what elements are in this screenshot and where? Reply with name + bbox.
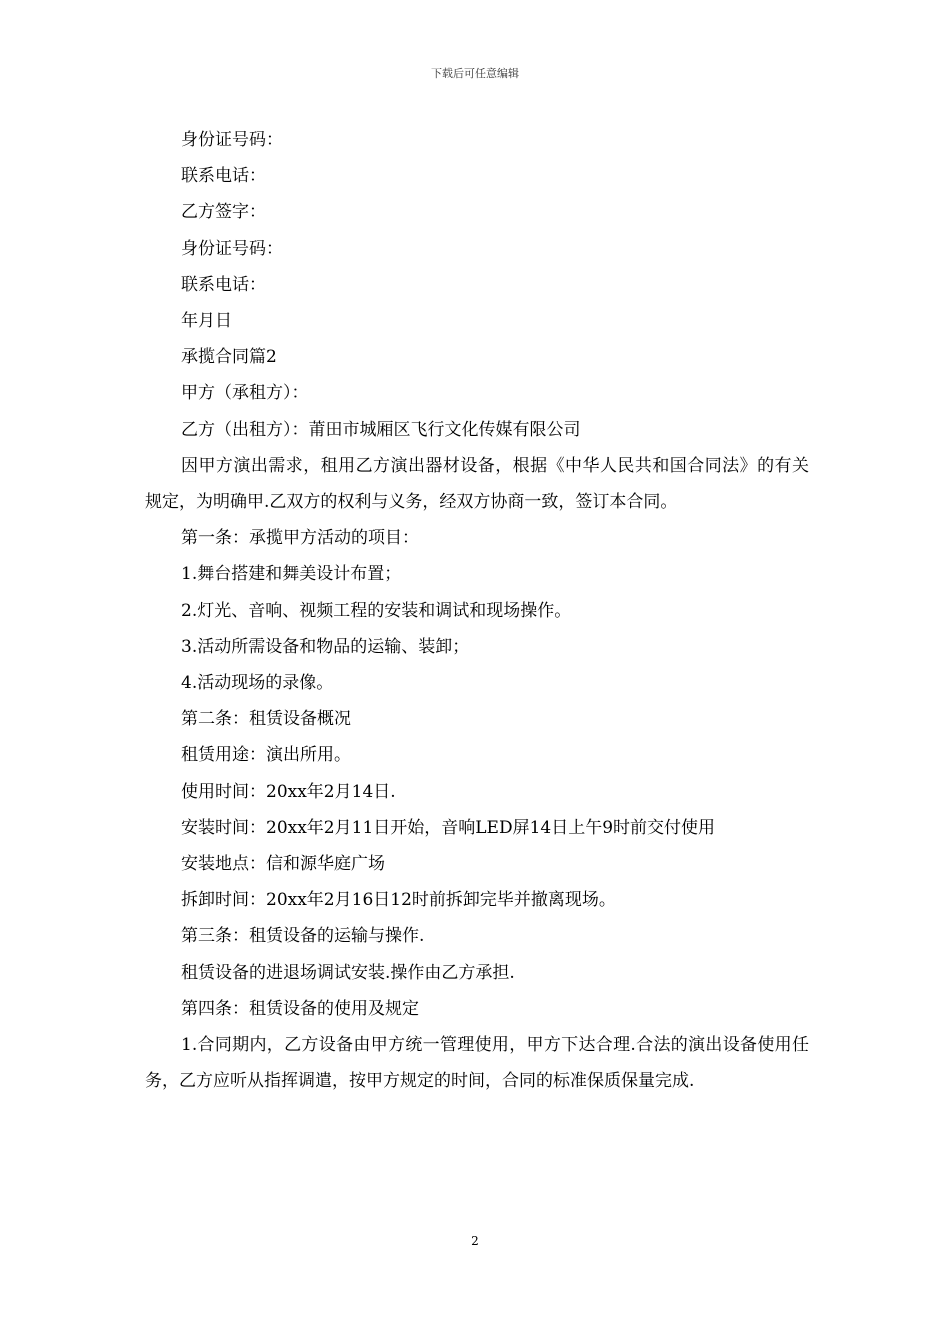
article-4-item-1: 1.合同期内，乙方设备由甲方统一管理使用，甲方下达合理.合法的演出设备使用任务，乙方应听从指挥调遣，按甲方规定的时间，合同的标准保质保量完成. [145,1035,809,1092]
article-1-item-4: 4.活动现场的录像。 [181,673,334,694]
article-4-heading: 第四条：租赁设备的使用及规定 [181,998,419,1019]
contract-section-title: 承揽合同篇2 [181,347,277,368]
usage-time-line: 使用时间：20xx年2月14日. [181,781,396,802]
article-1-item-2: 2.灯光、音响、视频工程的安装和调试和现场操作。 [181,600,572,621]
page-header: 下载后可任意编辑 [431,67,519,80]
document-body [145,122,809,1099]
dismantle-time-line: 拆卸时间：20xx年2月16日12时前拆卸完毕并撤离现场。 [181,890,616,911]
party-b-line: 乙方（出租方）：莆田市城厢区飞行文化传媒有限公司 [181,419,581,440]
install-location-line: 安装地点：信和源华庭广场 [181,854,385,875]
id-number-line-1: 身份证号码： [181,130,283,150]
article-3-heading: 第三条：租赁设备的运输与操作. [181,926,425,947]
rental-purpose-line: 租赁用途：演出所用。 [181,745,351,766]
install-time-line: 安装时间：20xx年2月11日开始，音响LED屏14日上午9时前交付使用 [181,817,716,838]
article-3-body: 租赁设备的进退场调试安装.操作由乙方承担. [181,962,515,983]
article-1-item-1: 1.舞台搭建和舞美设计布置； [181,564,402,585]
id-number-line-2: 身份证号码： [181,238,283,259]
article-2-heading: 第二条：租赁设备概况 [181,709,351,730]
phone-line-2: 联系电话： [181,274,266,295]
article-1-heading: 第一条：承揽甲方活动的项目： [181,528,419,549]
phone-line-1: 联系电话： [181,166,266,187]
article-1-item-3: 3.活动所需设备和物品的运输、装卸； [181,636,470,657]
party-b-signature-line: 乙方签字： [181,202,266,223]
date-line: 年月日 [181,311,232,332]
intro-paragraph: 因甲方演出需求，租用乙方演出器材设备，根据《中华人民共和国合同法》的有关规定，为明确甲.乙双方的权利与义务，经双方协商一致，签订本合同。 [145,455,809,513]
page-number: 2 [471,1234,479,1248]
party-a-line: 甲方（承租方）： [181,383,309,404]
